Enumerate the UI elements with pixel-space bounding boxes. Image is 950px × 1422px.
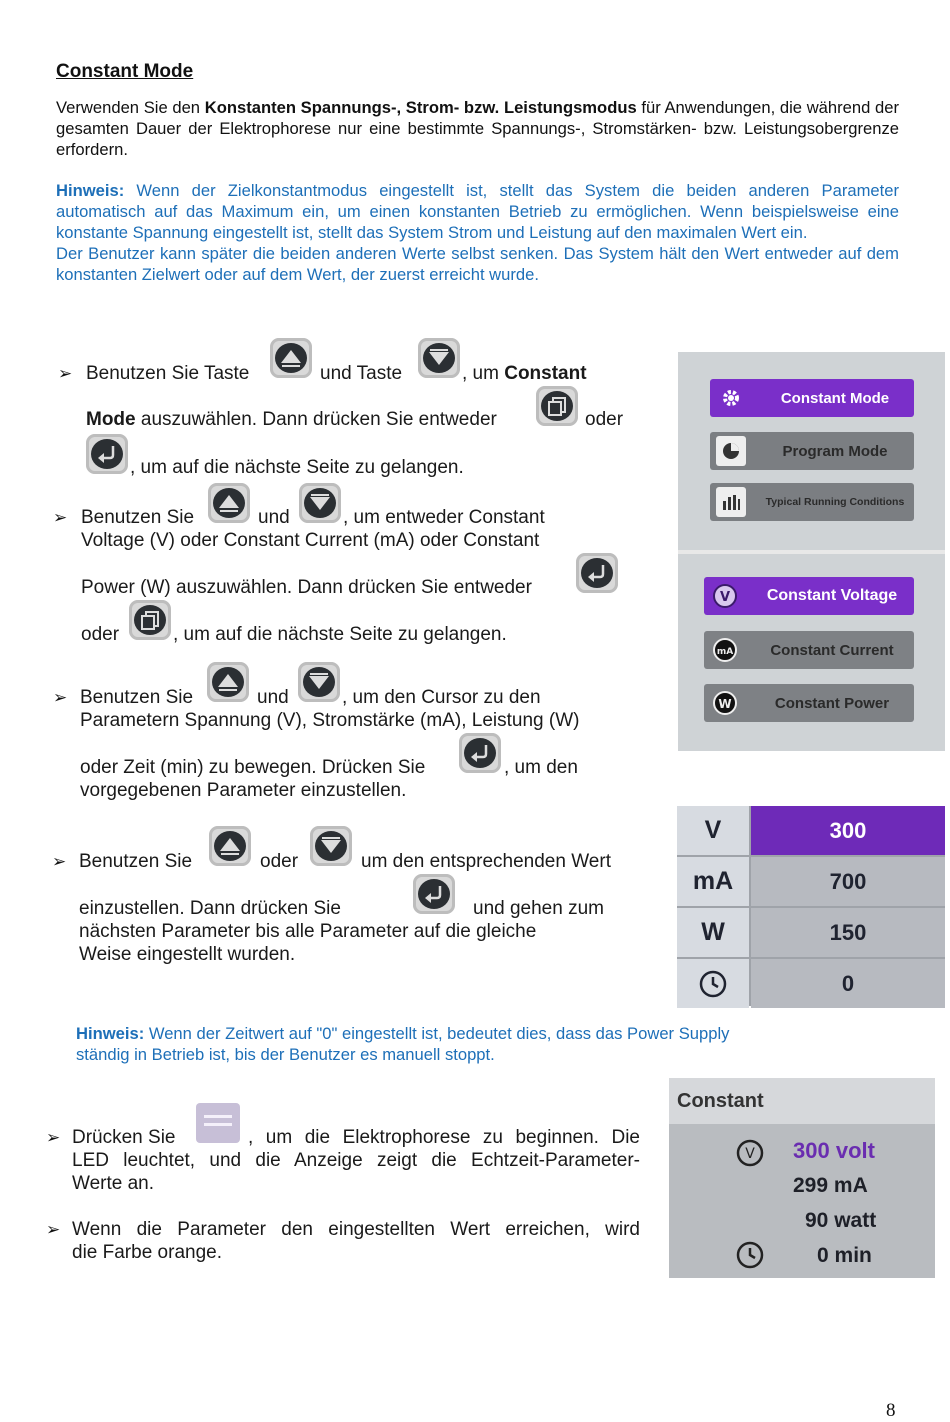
step4-text-e: und gehen zum — [473, 898, 604, 919]
step3-text-g: vorgegebenen Parameter einzustellen. — [80, 780, 407, 801]
param-value: 150 — [751, 908, 945, 957]
step2-text-a: Benutzen Sie — [81, 507, 195, 528]
step3-text-a: Benutzen Sie — [80, 687, 194, 708]
menu-item-constant-mode: Constant Mode — [710, 379, 914, 417]
down-button-icon — [310, 826, 352, 866]
step1-line1: Benutzen Sie Taste — [86, 363, 250, 384]
note-time-paragraph: Hinweis: Wenn der Zeitwert auf "0" eingestellt ist, bedeutet dies, dass das Power Supply ständig in Betrieb ist, bis der Benutzer es manuell stoppt. — [76, 1024, 730, 1064]
step2-text-c: , um entweder Constant — [343, 507, 545, 528]
voltage-icon — [735, 1138, 765, 1173]
param-label: V — [677, 806, 749, 855]
bullet-arrow-icon: ➢ — [53, 688, 68, 707]
enter-button-icon — [413, 874, 455, 914]
bullet-arrow-icon: ➢ — [46, 1128, 61, 1147]
gear-icon — [716, 383, 746, 413]
svg-text:V: V — [745, 1146, 755, 1162]
menu-item-constant-power: W Constant Power — [704, 684, 914, 722]
step3-text-d: Parametern Spannung (V), Stromstärke (mA), Leistung (W) — [80, 710, 580, 731]
down-button-icon — [298, 662, 340, 702]
step5-text-d: Werte an. — [72, 1173, 155, 1194]
bullet-arrow-icon: ➢ — [52, 852, 67, 871]
step4-text-f: nächsten Parameter bis alle Parameter auf die gleiche — [79, 921, 537, 942]
enter-button-icon — [576, 553, 618, 593]
menu-item-program-mode: Program Mode — [710, 432, 914, 470]
down-button-icon — [299, 483, 341, 523]
param-row-time — [677, 959, 945, 1010]
current-icon — [710, 635, 740, 665]
svg-text:W: W — [718, 697, 732, 711]
up-button-icon — [207, 662, 249, 702]
step4-text-c: um den entsprechenden Wert — [361, 851, 611, 872]
svg-text:mA: mA — [716, 647, 734, 657]
enter-button-icon — [459, 733, 501, 773]
param-row-voltage — [677, 806, 945, 857]
step5-text-a: Drücken Sie — [72, 1127, 176, 1148]
running-power: 90 watt — [805, 1209, 877, 1232]
up-button-icon — [208, 483, 250, 523]
enter-button-icon — [86, 434, 128, 474]
step4-text-g: Weise eingestellt wurden. — [79, 944, 296, 965]
running-title: Constant — [677, 1090, 764, 1112]
running-current: 299 mA — [793, 1174, 868, 1197]
param-row-power — [677, 908, 945, 959]
up-button-icon — [270, 338, 312, 378]
step3-text-c: , um den Cursor zu den — [342, 687, 541, 708]
param-label: mA — [677, 857, 749, 906]
step2-text-f: oder — [81, 624, 120, 645]
pie-chart-icon — [716, 436, 746, 466]
step1-text-e: oder — [585, 409, 624, 430]
param-row-current — [677, 857, 945, 908]
device-screen-running — [669, 1078, 935, 1278]
copy-button-icon — [536, 386, 578, 426]
up-button-icon — [209, 826, 251, 866]
step5-text-b: , um die Elektrophorese zu beginnen. Die — [248, 1127, 640, 1148]
step3-text-b: und — [257, 687, 289, 708]
intro-paragraph: Verwenden Sie den Konstanten Spannungs-, Strom- bzw. Leistungsmodus für Anwendungen, die während der gesamten Dauer der Elektrophorese nur eine bestimmte Spannungs-, Stromstärken- bzw. Leistungsobergrenze erfordern. — [56, 98, 899, 159]
page-title: Constant Mode — [56, 61, 194, 82]
step1-text-b: und Taste — [320, 363, 403, 384]
clock-icon — [735, 1240, 765, 1275]
running-voltage: 300 volt — [793, 1138, 875, 1163]
step5-text-c: LED leuchtet, und die Anzeige zeigt die Echtzeit-Parameter- — [72, 1150, 640, 1171]
step2-text-b: und — [258, 507, 290, 528]
copy-button-icon — [129, 600, 171, 640]
bullet-arrow-icon: ➢ — [53, 508, 68, 527]
clock-icon — [677, 959, 749, 1008]
param-value: 0 — [751, 959, 945, 1008]
step2-text-e: Power (W) auszuwählen. Dann drücken Sie entweder — [81, 577, 532, 598]
voltage-icon — [710, 581, 740, 611]
param-label: W — [677, 908, 749, 957]
note-paragraph: Hinweis: Wenn der Zielkonstantmodus eingestellt ist, stellt das System die beiden anderen Parameter automatisch auf das Maximum ein, um einen konstanten Betrieb zu ermöglichen. Wenn beispielsweise eine konstante Spannung eingestellt ist, stellt das System Strom und Leistung auf den maximalen Wert ein. Der Benutzer kann später die beiden anderen Werte selbst senken. Das System hält den Wert entweder auf dem konstanten Zielwert oder auf dem Wert, der zuerst erreicht wurde. — [56, 181, 899, 284]
step1-line2: Mode auszuwählen. Dann drücken Sie entweder — [86, 409, 497, 430]
step3-text-f: , um den — [504, 757, 578, 778]
power-icon — [710, 688, 740, 718]
menu-item-constant-current: mA Constant Current — [704, 631, 914, 669]
svg-text:V: V — [719, 590, 731, 605]
step4-text-b: oder — [260, 851, 299, 872]
step6-text-b: die Farbe orange. — [72, 1242, 222, 1263]
bar-chart-icon — [716, 487, 746, 517]
param-value: 300 — [751, 806, 945, 855]
bullet-arrow-icon: ➢ — [58, 364, 73, 383]
step4-text-d: einzustellen. Dann drücken Sie — [79, 898, 341, 919]
start-button-icon — [196, 1103, 240, 1143]
menu-item-constant-voltage: V Constant Voltage — [704, 577, 914, 615]
step2-text-d: Voltage (V) oder Constant Current (mA) oder Constant — [81, 530, 540, 551]
step6-text-a: Wenn die Parameter den eingestellten Wert erreichen, wird — [72, 1219, 640, 1240]
step2-text-g: , um auf die nächste Seite zu gelangen. — [173, 624, 507, 645]
menu-item-typical-running: Typical Running Conditions — [710, 483, 914, 521]
page-number: 8 — [886, 1400, 896, 1421]
device-screen-parameters — [677, 806, 945, 1006]
step3-text-e: oder Zeit (min) zu bewegen. Drücken Sie — [80, 757, 426, 778]
bullet-arrow-icon: ➢ — [46, 1220, 61, 1239]
step1-text-f: , um auf die nächste Seite zu gelangen. — [130, 457, 464, 478]
step1-text-c: , um Constant — [462, 363, 587, 384]
down-button-icon — [418, 338, 460, 378]
param-value: 700 — [751, 857, 945, 906]
step4-text-a: Benutzen Sie — [79, 851, 193, 872]
device-screen-menu — [678, 352, 945, 751]
running-time: 0 min — [817, 1244, 872, 1267]
